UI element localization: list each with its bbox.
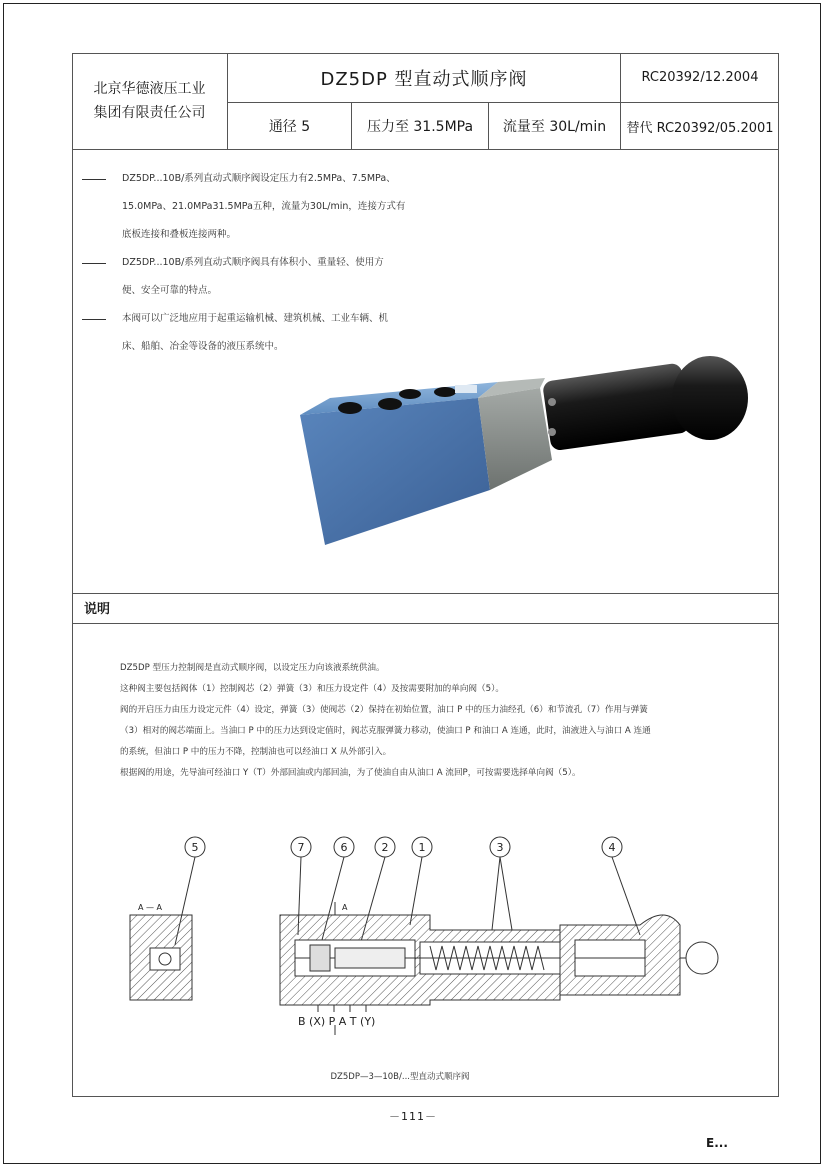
page-number: －111－ bbox=[389, 1110, 437, 1123]
port-hole bbox=[338, 402, 362, 414]
bullet-line: 15.0MPa、21.0MPa31.5MPa五种，流量为30L/min，连接方式有 bbox=[122, 201, 406, 212]
description-line: 阀的开启压力由压力设定元件（4）设定，弹簧（3）使阀芯（2）保持在初始位置，油口 P 中的压力油经孔（6）和节流孔（7）作用与弹簧 bbox=[120, 705, 648, 715]
svg-text:5: 5 bbox=[191, 841, 199, 854]
description-line: DZ5DP 型压力控制阀是直动式顺序阀，以设定压力向该液系统供油。 bbox=[120, 663, 385, 673]
svg-text:1: 1 bbox=[418, 841, 426, 854]
section-title: 说明 bbox=[84, 602, 111, 617]
port-hole bbox=[378, 398, 402, 410]
figure-caption: DZ5DP—3—10B/...型直动式顺序阀 bbox=[330, 1072, 470, 1082]
document-title: DZ5DP 型直动式顺序阀 bbox=[228, 53, 621, 103]
description-line: 这种阀主要包括阀体（1）控制阀芯（2）弹簧（3）和压力设定件（4）及按需要附加的单向阀（5）。 bbox=[120, 684, 504, 694]
section-label: A — A bbox=[138, 903, 163, 912]
port-labels: B (X) P A T (Y) bbox=[298, 1015, 376, 1028]
callout-1 bbox=[410, 837, 432, 925]
adjuster-knob bbox=[686, 942, 718, 974]
spec-pressure: 压力至 31.5MPa bbox=[352, 103, 489, 150]
section-divider bbox=[72, 623, 779, 624]
fastener bbox=[548, 428, 556, 436]
svg-text:6: 6 bbox=[340, 841, 348, 854]
bullet-line: 便、安全可靠的特点。 bbox=[122, 285, 218, 296]
description-line: 的系统，但油口 P 中的压力不降，控制油也可以经油口 X 从外部引入。 bbox=[120, 747, 392, 757]
bullet-line: 床、船舶、冶金等设备的液压系统中。 bbox=[122, 341, 284, 352]
intro-bullets bbox=[82, 165, 452, 361]
label-plate bbox=[455, 385, 477, 393]
corner-mark: E... bbox=[706, 1136, 728, 1150]
port-hole bbox=[434, 387, 456, 397]
fastener bbox=[548, 398, 556, 406]
svg-text:4: 4 bbox=[608, 841, 616, 854]
cross-section-diagram bbox=[120, 830, 720, 1060]
document-code: RC20392/12.2004 bbox=[621, 53, 779, 103]
header-table bbox=[72, 53, 779, 150]
port-hole bbox=[399, 389, 421, 399]
callout-3 bbox=[490, 837, 512, 930]
valve-body-front bbox=[300, 398, 490, 545]
grey-cap-front bbox=[478, 388, 552, 490]
callout-4 bbox=[602, 837, 640, 935]
spec-flow: 流量至 30L/min bbox=[489, 103, 621, 150]
svg-text:3: 3 bbox=[496, 841, 504, 854]
description-line: 根据阀的用途，先导油可经油口 Y（T）外部回油或内部回油，为了使油自由从油口 A 流回P，可按需要选择单向阀（5）。 bbox=[120, 768, 581, 778]
description-text bbox=[120, 658, 720, 784]
company-line-2: 集团有限责任公司 bbox=[93, 105, 206, 121]
svg-text:2: 2 bbox=[381, 841, 389, 854]
cylinder-dome bbox=[672, 356, 748, 440]
company-line-1: 北京华德液压工业 bbox=[93, 81, 206, 97]
black-cylinder bbox=[542, 363, 690, 452]
bullet-item bbox=[82, 165, 452, 249]
description-line: （3）相对的阀芯端面上。当油口 P 中的压力达到设定值时，阀芯克服弹簧力移动，使油口 P 和油口 A 连通，此时，油液进入与油口 A 连通 bbox=[120, 726, 651, 736]
bullet-line: DZ5DP...10B/系列直动式顺序阀设定压力有2.5MPa、7.5MPa、 bbox=[122, 173, 396, 184]
spec-replaces: 替代 RC20392/05.2001 bbox=[621, 103, 779, 150]
company-name bbox=[72, 53, 228, 150]
bullet-item bbox=[82, 249, 452, 305]
product-photo bbox=[290, 340, 750, 560]
section-divider bbox=[72, 593, 779, 594]
spec-nominal-size: 通径 5 bbox=[228, 103, 352, 150]
svg-text:7: 7 bbox=[297, 841, 305, 854]
bullet-line: 本阀可以广泛地应用于起重运输机械、建筑机械、工业车辆、机 bbox=[122, 313, 389, 324]
bullet-line: DZ5DP...10B/系列直动式顺序阀具有体积小、重量轻、使用方 bbox=[122, 257, 384, 268]
bullet-line: 底板连接和叠板连接两种。 bbox=[122, 229, 237, 240]
section-arrow-label: A bbox=[342, 903, 348, 912]
